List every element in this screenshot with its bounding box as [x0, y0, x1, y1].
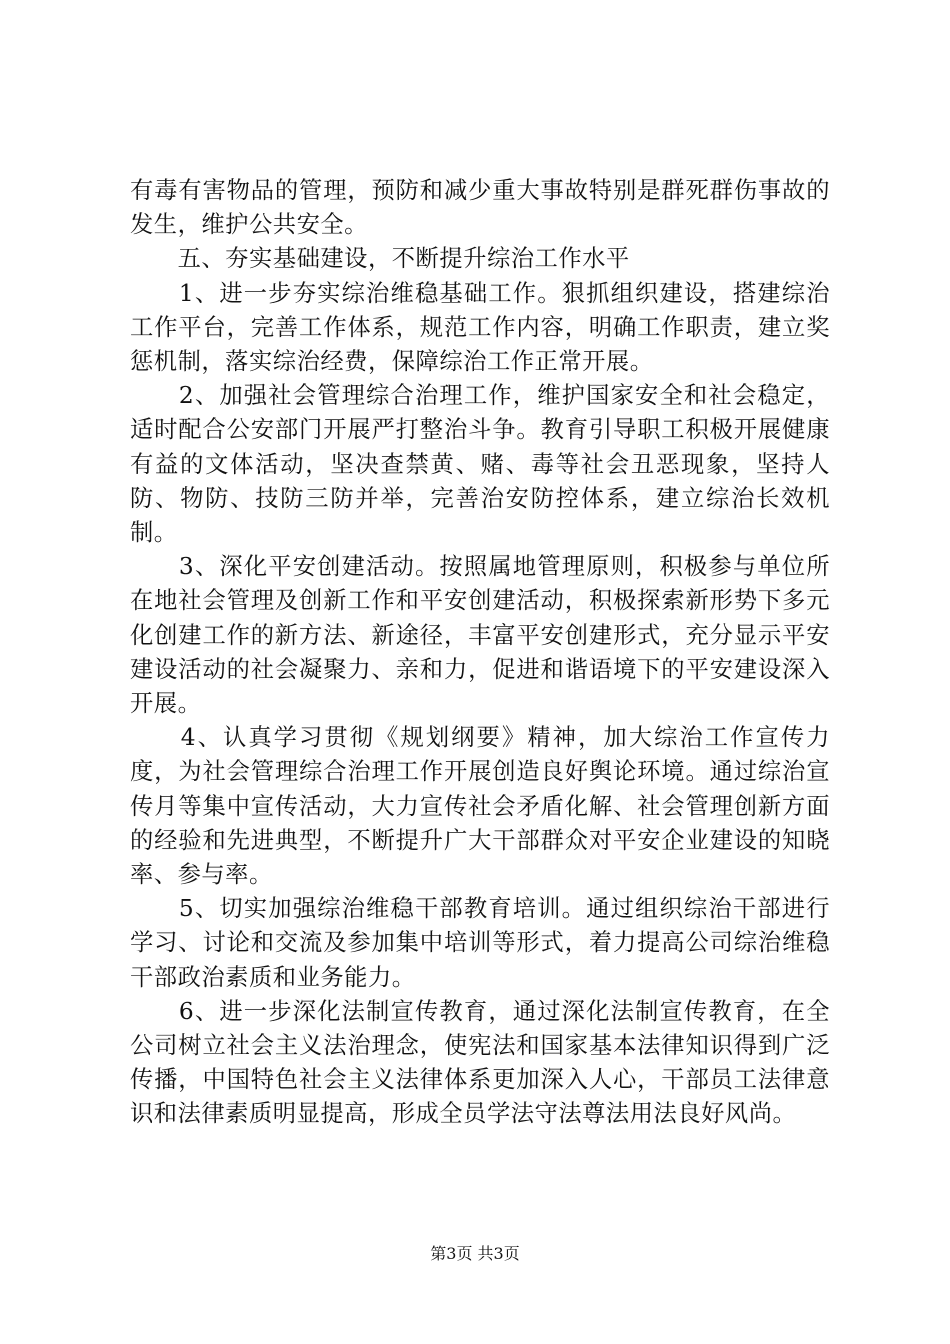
- paragraph-item-1: 1、进一步夯实综治维稳基础工作。狠抓组织建设，搭建综治工作平台，完善工作体系，规范工作内容，明确工作职责，建立奖惩机制，落实综治经费，保障综治工作正常开展。: [130, 279, 830, 376]
- paragraph-item-3: 3、深化平安创建活动。按照属地管理原则，积极参与单位所在地社会管理及创新工作和平安创建活动，积极探索新形势下多元化创建工作的新方法、新途径，丰富平安创建形式，充分显示平安建设活动的社会凝聚力、亲和力，促进和谐语境下的平安建设深入开展。: [130, 553, 830, 718]
- paragraph-item-5: 5、切实加强综治维稳干部教育培训。通过组织综治干部进行学习、讨论和交流及参加集中培训等形式，着力提高公司综治维稳干部政治素质和业务能力。: [130, 895, 830, 991]
- paragraph-item-4: 4、认真学习贯彻《规划纲要》精神，加大综治工作宣传力度，为社会管理综合治理工作开展创造良好舆论环境。通过综治宣传月等集中宣传活动，大力宣传社会矛盾化解、社会管理创新方面的经验和先进典型，不断提升广大干部群众对平安企业建设的知晓率、参与率。: [130, 724, 830, 889]
- paragraph-continuation: 有毒有害物品的管理，预防和减少重大事故特别是群死群伤事故的发生，维护公共安全。: [130, 177, 830, 239]
- page-footer: [0, 1244, 950, 1264]
- document-body: [130, 174, 830, 1132]
- page-number-label: 第3页 共3页: [430, 1244, 520, 1263]
- paragraph-item-2: 2、加强社会管理综合治理工作，维护国家安全和社会稳定，适时配合公安部门开展严打整治斗争。教育引导职工积极开展健康有益的文体活动，坚决查禁黄、赌、毒等社会丑恶现象，坚持人防、物防、技防三防并举，完善治安防控体系，建立综治长效机制。: [130, 382, 830, 547]
- section-heading: 五、夯实基础建设，不断提升综治工作水平: [130, 245, 630, 273]
- paragraph-item-6: 6、进一步深化法制宣传教育，通过深化法制宣传教育，在全公司树立社会主义法治理念，使宪法和国家基本法律知识得到广泛传播，中国特色社会主义法律体系更加深入人心，干部员工法律意识和法律素质明显提高，形成全员学法守法尊法用法良好风尚。: [130, 997, 830, 1128]
